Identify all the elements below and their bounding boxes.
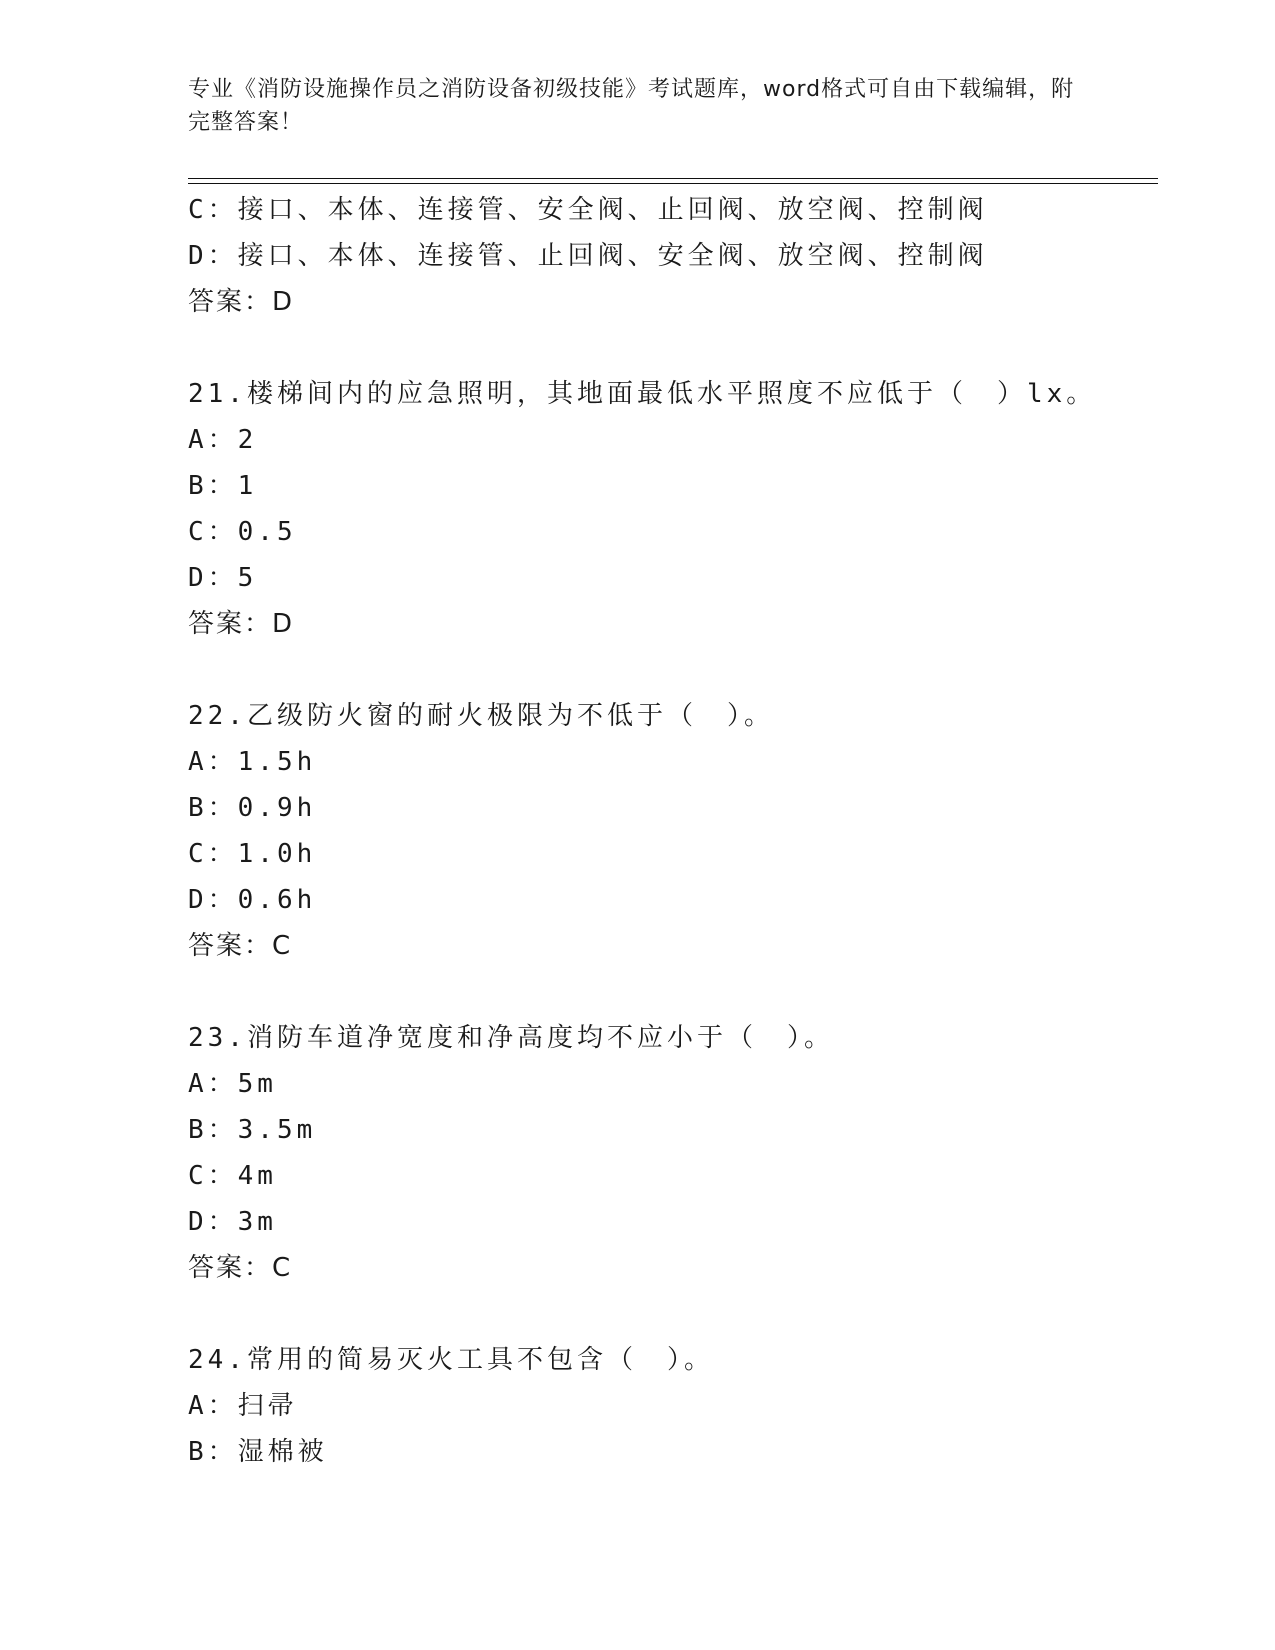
option-c: C：4m	[188, 1161, 277, 1191]
option-d: D：3m	[188, 1207, 277, 1237]
question-21	[188, 371, 1168, 647]
spacer	[188, 969, 1168, 1015]
answer: 答案：C	[188, 1253, 293, 1283]
option-d: D：0.6h	[188, 885, 317, 915]
spacer	[188, 647, 1168, 693]
spacer	[188, 1291, 1168, 1337]
answer: 答案：C	[188, 931, 293, 961]
spacer	[188, 325, 1168, 371]
option-d: D：5	[188, 563, 258, 593]
question-stem: 24.常用的简易灭火工具不包含（ ）。	[188, 1345, 714, 1375]
document-header: 专业《消防设施操作员之消防设备初级技能》考试题库，word格式可自由下载编辑，附完整答案！	[188, 77, 1075, 135]
option-a: A：2	[188, 425, 258, 455]
header-divider-top	[188, 178, 1158, 179]
option-c: C：1.0h	[188, 839, 317, 869]
header-divider-bottom	[188, 183, 1158, 184]
option-b: B：3.5m	[188, 1115, 317, 1145]
option-b: B：0.9h	[188, 793, 317, 823]
option-a: A：5m	[188, 1069, 277, 1099]
option-b: B：1	[188, 471, 258, 501]
question-22	[188, 693, 1168, 969]
question-stem: 22.乙级防火窗的耐火极限为不低于（ ）。	[188, 701, 774, 731]
option-d: D：接口、本体、连接管、止回阀、安全阀、放空阀、控制阀	[188, 241, 988, 271]
question-stem: 23.消防车道净宽度和净高度均不应小于（ ）。	[188, 1023, 834, 1053]
answer: 答案：D	[188, 287, 295, 317]
option-b: B：湿棉被	[188, 1437, 328, 1467]
option-a: A：1.5h	[188, 747, 317, 777]
question-stem: 21.楼梯间内的应急照明，其地面最低水平照度不应低于（ ）lx。	[188, 379, 1097, 409]
question-20-continued	[188, 187, 1168, 325]
option-c: C：接口、本体、连接管、安全阀、止回阀、放空阀、控制阀	[188, 195, 988, 225]
question-24	[188, 1337, 1168, 1475]
option-c: C：0.5	[188, 517, 297, 547]
option-a: A：扫帚	[188, 1391, 298, 1421]
document-body	[188, 187, 1168, 1475]
answer: 答案：D	[188, 609, 295, 639]
question-23	[188, 1015, 1168, 1291]
